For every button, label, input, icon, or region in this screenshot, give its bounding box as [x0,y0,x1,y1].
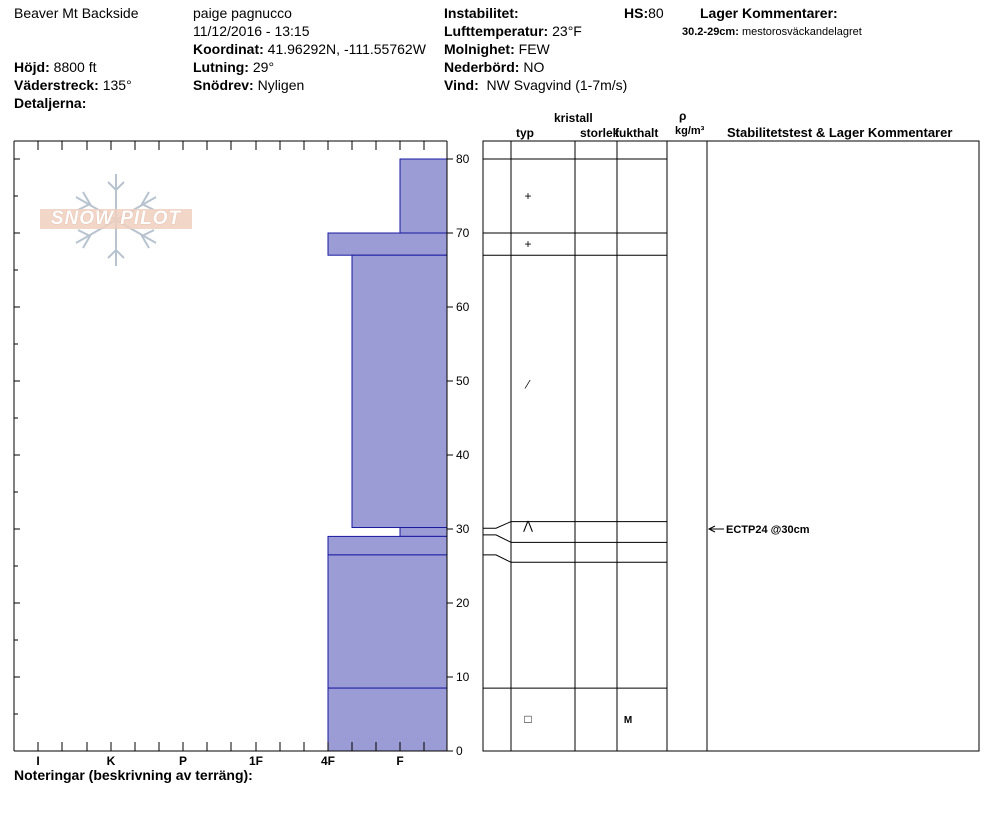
snowpilot-text: SNOW PILOT [50,208,182,229]
air-temp-value: 23°F [552,23,582,39]
y-tick-label: 70 [456,226,470,240]
hardness-scale-label: 1F [248,754,263,768]
layer-comment-depth: 30.2-29cm: [682,26,739,38]
wind-value: NW Svagvind (1-7m/s) [486,77,628,93]
grain-symbol: + [524,237,532,252]
hardness-scale-label: K [106,754,116,768]
slope-value: 29° [252,59,275,75]
hardness-layers [328,159,447,751]
cloud-label: Molnighet: [444,41,515,57]
grain-symbols [522,189,724,726]
grain-symbol: ⋀ [523,518,533,533]
y-tick-label: 30 [456,522,470,536]
grain-symbol: □ [524,712,532,727]
layer-connector [483,555,511,562]
observer: paige pagnucco [193,5,292,21]
layer-connector [483,522,511,529]
moisture-label: M [623,715,633,727]
layer-comments-label: Lager Kommentarer: [700,5,838,21]
layer-comment-text: mestorosväckandelagret [741,26,862,38]
notes-label: Noteringar (beskrivning av terräng): [14,767,253,783]
elevation-value: 8800 ft [53,59,97,75]
coordinate-value: 41.96292N, -111.55762W [267,41,426,57]
hardness-scale-label: I [36,754,40,768]
location: Beaver Mt Backside [14,5,139,21]
test-result: ECTP24 @30cm [726,524,810,536]
coordinate-label: Koordinat: [193,41,264,57]
datetime: 11/12/2016 - 13:15 [193,23,310,39]
layer-connector [483,535,511,542]
col-stability: Stabilitetstest & Lager Kommentarer [727,125,953,140]
precip-label: Nederbörd: [444,59,520,75]
y-tick-label: 10 [456,670,470,684]
y-tick-label: 80 [456,152,470,166]
hs-label: HS: [624,5,649,21]
details-label: Detaljerna: [14,95,87,111]
col-rho: ρ [679,109,687,123]
hardness-layer [328,555,447,688]
hardness-layer [328,233,447,255]
precip-value: NO [523,59,545,75]
col-density-unit: kg/m³ [675,125,705,137]
hardness-scale-label: 4F [320,754,335,768]
grain-symbol: + [524,189,532,203]
hardness-scale-label: P [178,754,187,768]
instability-label: Instabilitet: [444,5,519,21]
drift-label: Snödrev: [193,77,254,93]
drift-value: Nyligen [257,77,305,93]
hardness-layer [328,536,447,555]
col-crystal: kristall [554,111,593,125]
hardness-layer [400,159,447,233]
hs-value: 80 [648,5,664,21]
hardness-layer [400,528,447,537]
col-moisture: fukthalt [615,126,659,140]
cloud-value: FEW [518,41,550,57]
slope-label: Lutning: [193,59,249,75]
y-tick-label: 0 [456,744,463,758]
y-tick-label: 60 [456,300,470,314]
y-tick-label: 20 [456,596,470,610]
hardness-layer [328,688,447,751]
air-temp-label: Lufttemperatur: [444,23,549,39]
col-size: storlek [580,126,620,140]
aspect-label: Väderstreck: [14,77,99,93]
col-type: typ [516,126,534,140]
elevation-label: Höjd: [14,59,50,75]
y-tick-label: 50 [456,374,470,388]
hardness-layer [352,255,447,527]
wind-label: Vind: [444,77,479,93]
hardness-scale-label: F [396,754,404,768]
aspect-value: 135° [102,77,132,93]
y-tick-label: 40 [456,448,470,462]
grain-symbol: ⁄ [526,377,530,392]
